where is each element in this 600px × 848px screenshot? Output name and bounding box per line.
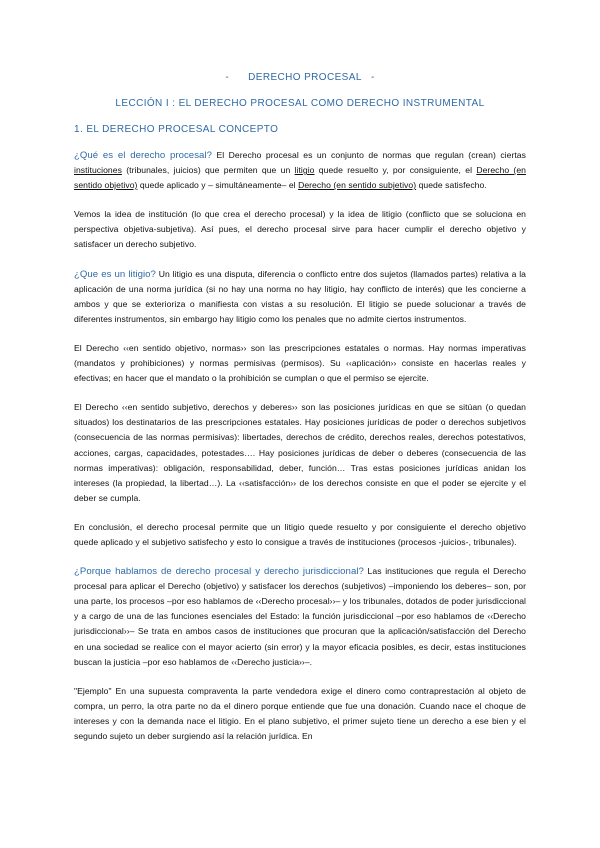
text-run: quede resuelto y, por consiguiente, el <box>314 165 477 176</box>
question-heading: ¿Que es un litigio? <box>74 268 156 280</box>
underlined-term: instituciones <box>74 165 122 176</box>
underlined-term: Derecho (en sentido subjetivo) <box>298 180 417 191</box>
course-title: - DERECHO PROCESAL - <box>225 72 375 83</box>
text-run: Las instituciones que regula el Derecho procesal para aplicar el Derecho (objetivo) y satisfacer los derechos (subjetivos) –imponiendo los deberes– son, por una parte, los procesos –por eso hablamos de ‹‹Derecho procesal››– y los tribunales, dotados de poder jurisdiccional y a cargo de una de las funciones esenciales del Estado: la función jurisdiccional –por eso hablamos de ‹‹Derecho jurisdiccional››– Se trata en ambos casos de instituciones que procuran que la aplicación/satisfacción del Derecho en una sociedad se realice con el mayor acierto (sin error) y la mayor eficacia posibles, es decir, estas instituciones buscan la justicia –por eso hablamos de ‹‹Derecho justicia››–. <box>74 566 526 667</box>
paragraph-institution: Vemos la idea de institución (lo que crea el derecho procesal) y la idea de litigio (conflicto que se soluciona en perspectiva objetiva-subjetiva). Así pues, el derecho procesal sirve para hacer cumplir el derecho objetivo y satisfacer un derecho subjetivo. <box>74 209 526 250</box>
text-run: El Derecho procesal es un conjunto de normas que regulan (crean) ciertas <box>212 150 526 160</box>
text-run: Un litigio es una disputa, diferencia o conflicto entre dos sujetos (llamados partes) relativa a la aplicación de una norma jurídica (si no hay una norma no hay litigio, hay conflicto de interés) que les concierne a ambos y que se exterioriza o manifiesta con vistas a su resolución. El litigio se puede solucionar a través de diferentes instrumentos, sin embargo hay litigio como los penales que no admite ciertos instrumentos. <box>74 268 526 324</box>
question-heading: ¿Qué es el derecho procesal? <box>74 150 212 161</box>
underlined-term: Derecho (en sentido objetivo) <box>74 165 527 191</box>
question-heading: ¿Porque hablamos de derecho procesal y derecho jurisdiccional? <box>74 566 364 578</box>
section-title: 1. EL DERECHO PROCESAL CONCEPTO <box>74 124 279 135</box>
text-run: (tribunales, juicios) que permiten que un <box>121 165 295 176</box>
lesson-title: LECCIÓN I : EL DERECHO PROCESAL COMO DERECHO INSTRUMENTAL <box>115 98 485 109</box>
paragraph-subjective-law: El Derecho ‹‹en sentido subjetivo, derechos y deberes›› son las posiciones jurídicas en que se sitúan (o quedan situados) los destinatarios de las prescripciones estatales. Hay posiciones jurídicas de poder o derechos subjetivos (consecuencia de las normas permisivas): libertades, derechos de crédito, derechos reales, derechos potestativos, acciones, cargas, capacidades, potestades…. Hay posiciones jurídicas de deber o deberes (consecuencia de las normas imperativas): obligación, responsabilidad, deber, función… Tras estas posiciones jurídicas anidan los intereses (la propiedad, la libertad…). La ‹‹satisfacción›› de los derechos consiste en que el poder se ejercite y el deber se cumpla. <box>74 402 526 503</box>
text-run: quede aplicado y – simultáneamente– el <box>137 180 299 191</box>
paragraph-litigio <box>74 267 526 327</box>
paragraph-example: "Ejemplo" En una supuesta compraventa la parte vendedora exige el dinero como contraprestación al objeto de compra, un perro, la otra parte no da el dinero porque entiende que fue una donación. Cuando nace el choque de intereses y con la demanda nace el litigio. En el plano subjetivo, el primer sujeto tiene un derecho a ese bien y el segundo sujeto un deber surgiendo así la relación jurídica. En <box>74 685 526 741</box>
text-run: quede satisfecho. <box>416 180 487 191</box>
paragraph-objective-law: El Derecho ‹‹en sentido objetivo, normas›› son las prescripciones estatales o normas. Hay normas imperativas (mandatos y prohibiciones) y normas permisivas (permisos). Su ‹‹aplicación›› consiste en hacerlas reales y efectivas; en hacer que el mandato o la prohibición se cumplan o que el permiso se ejercite. <box>74 342 526 384</box>
paragraph-conclusion: En conclusión, el derecho procesal permite que un litigio quede resuelto y por consiguiente el derecho objetivo quede aplicado y el subjetivo satisfecho y esto lo consigue a través de instituciones (procesos -juicios-, tribunales). <box>74 521 526 547</box>
underlined-term: litigio <box>294 165 315 176</box>
paragraph-jurisdictional <box>74 564 526 670</box>
paragraph-definition <box>74 148 526 193</box>
